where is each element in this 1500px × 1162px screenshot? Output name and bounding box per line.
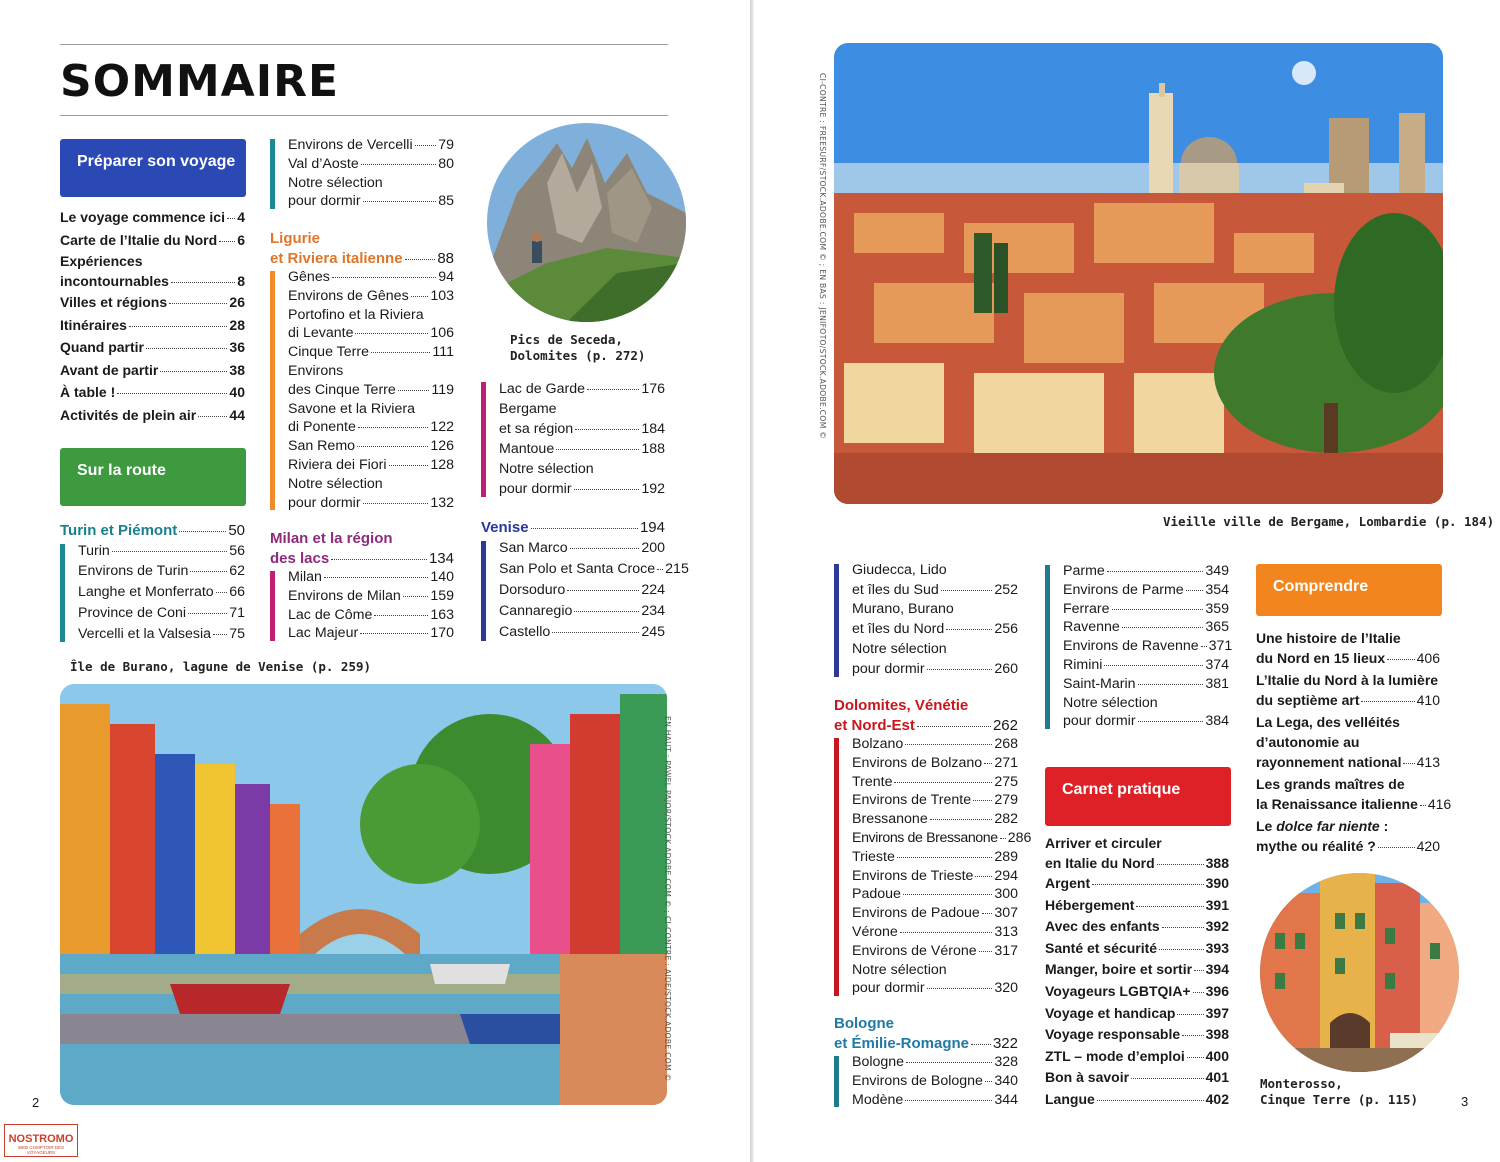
toc-entry[interactable]: Santé et sécurité 393 bbox=[1045, 939, 1229, 956]
toc-entry[interactable]: Langhe et Monferrato 66 bbox=[78, 584, 245, 601]
toc-entry[interactable]: Bologne 328 bbox=[852, 1054, 1018, 1070]
toc-entry[interactable]: Langue 402 bbox=[1045, 1090, 1229, 1107]
toc-entry[interactable]: Environs de Parme 354 bbox=[1063, 581, 1229, 598]
venise-cont bbox=[834, 561, 1018, 679]
toc-entry[interactable]: Riviera dei Fiori 128 bbox=[288, 456, 454, 473]
venise-cont-group bbox=[834, 561, 1018, 679]
toc-entry[interactable]: Notre sélection pour dormir 320 bbox=[852, 961, 1018, 997]
turin-section bbox=[60, 521, 245, 644]
toc-entry[interactable]: La Lega, des velléités d’autonomie au rayonnement national 413 bbox=[1256, 714, 1440, 770]
toc-entry[interactable]: Villes et régions 26 bbox=[60, 294, 245, 310]
toc-entry[interactable]: Environs de Vérone 317 bbox=[852, 942, 1018, 959]
toc-entry[interactable]: Une histoire de l’Italie du Nord en 15 lieux 406 bbox=[1256, 630, 1440, 666]
toc-entry[interactable]: Voyage et handicap 397 bbox=[1045, 1004, 1229, 1021]
toc-entry[interactable]: Notre sélection pour dormir 384 bbox=[1063, 694, 1229, 730]
toc-entry[interactable]: Castello 245 bbox=[499, 623, 665, 640]
monterosso-caption: Monterosso, Cinque Terre (p. 115) bbox=[1260, 1076, 1419, 1107]
parme-group bbox=[1045, 562, 1233, 731]
preparer-box[interactable] bbox=[60, 139, 246, 197]
turin-group bbox=[60, 541, 245, 645]
toc-entry[interactable]: Padoue 300 bbox=[852, 886, 1018, 903]
toc-entry[interactable]: Notre sélection pour dormir 192 bbox=[499, 461, 665, 497]
photo-credit: CI-CONTRE : FREESURF/STOCK.ADOBE.COM © ; EN BAS : JENIFOTO/STOCK.ADOBE.COM © bbox=[818, 73, 827, 440]
seceda-photo bbox=[487, 123, 686, 322]
bergame-caption: Vieille ville de Bergame, Lombardie (p. 184) bbox=[1163, 514, 1495, 529]
seceda-caption: Pics de Seceda, Dolomites (p. 272) bbox=[510, 332, 646, 363]
liguria-group bbox=[270, 268, 454, 512]
vercelli-cont bbox=[270, 136, 454, 211]
carnet-box[interactable] bbox=[1045, 767, 1231, 826]
toc-entry[interactable]: Giudecca, Lido et îles du Sud 252 bbox=[852, 562, 1018, 598]
toc-entry[interactable]: Val d’Aoste 80 bbox=[288, 155, 454, 172]
toc-entry[interactable]: Hébergement 391 bbox=[1045, 896, 1229, 913]
toc-entry[interactable]: San Marco 200 bbox=[499, 539, 665, 556]
right-page bbox=[754, 0, 1500, 1162]
vercelli-group bbox=[270, 136, 454, 211]
bologne-section bbox=[834, 1014, 1018, 1109]
toc-entry[interactable]: Cannaregio 234 bbox=[499, 602, 665, 619]
toc-entry[interactable]: Quand partir 36 bbox=[60, 339, 245, 355]
toc-entry[interactable]: Bressanone 282 bbox=[852, 811, 1018, 828]
route-box[interactable] bbox=[60, 448, 246, 506]
toc-entry[interactable]: Environs des Cinque Terre 119 bbox=[288, 362, 454, 398]
section-title[interactable]: Ligurie et Riviera italienne 88 bbox=[270, 230, 454, 267]
toc-entry[interactable]: Mantoue 188 bbox=[499, 441, 665, 457]
venise-group bbox=[481, 538, 689, 643]
toc-entry[interactable]: Expériences incontournables 8 bbox=[60, 253, 245, 289]
toc-entry[interactable]: Lac de Garde 176 bbox=[499, 381, 665, 397]
toc-entry[interactable]: Le dolce far niente : mythe ou réalité ? 420 bbox=[1256, 818, 1440, 854]
liguria-section bbox=[270, 229, 454, 512]
carnet-list bbox=[1045, 833, 1229, 1111]
toc-entry[interactable]: Lac Majeur 170 bbox=[288, 625, 454, 642]
toc-entry[interactable]: Carte de l’Italie du Nord 6 bbox=[60, 231, 245, 248]
toc-entry[interactable]: Environs de Bressanone 286 bbox=[852, 829, 1032, 846]
toc-entry[interactable]: Saint-Marin 381 bbox=[1063, 675, 1229, 692]
title-rule bbox=[60, 115, 668, 116]
toc-entry[interactable]: Voyage responsable 398 bbox=[1045, 1026, 1229, 1043]
toc-entry[interactable]: Les grands maîtres de la Renaissance italienne 416 bbox=[1256, 776, 1452, 812]
garda-group bbox=[481, 379, 665, 499]
toc-entry[interactable]: Environs de Bologne 340 bbox=[852, 1072, 1018, 1089]
comprendre-box[interactable] bbox=[1256, 564, 1442, 616]
toc-entry[interactable]: Bolzano 268 bbox=[852, 736, 1018, 752]
section-title[interactable]: Turin et Piémont 50 bbox=[60, 522, 245, 539]
page-title: SOMMAIRE bbox=[60, 56, 340, 107]
toc-entry[interactable]: Environs de Trieste 294 bbox=[852, 867, 1018, 884]
page-number: 2 bbox=[32, 1095, 40, 1110]
toc-entry[interactable]: Trente 275 bbox=[852, 773, 1018, 790]
toc-entry[interactable]: Arriver et circuler en Italie du Nord 388 bbox=[1045, 835, 1229, 871]
toc-entry[interactable]: Manger, boire et sortir 394 bbox=[1045, 961, 1229, 978]
section-title[interactable]: Dolomites, Vénétie et Nord-Est 262 bbox=[834, 697, 1018, 734]
top-rule bbox=[60, 44, 668, 45]
toc-entry[interactable]: Activités de plein air 44 bbox=[60, 406, 245, 423]
toc-entry[interactable]: Environs de Trente 279 bbox=[852, 792, 1018, 809]
toc-entry[interactable]: Avant de partir 38 bbox=[60, 361, 245, 378]
parme-section bbox=[1045, 562, 1233, 731]
toc-entry[interactable]: Argent 390 bbox=[1045, 875, 1229, 891]
toc-entry[interactable]: Le voyage commence ici 4 bbox=[60, 209, 245, 225]
page-number: 3 bbox=[1461, 1094, 1469, 1109]
toc-entry[interactable]: Murano, Burano et îles du Nord 256 bbox=[852, 601, 1018, 638]
toc-entry[interactable]: Savone et la Riviera di Ponente 122 bbox=[288, 400, 454, 436]
toc-entry[interactable]: Environs de Gênes 103 bbox=[288, 287, 454, 304]
milan-group bbox=[270, 568, 454, 643]
toc-entry[interactable]: Gênes 94 bbox=[288, 269, 454, 285]
section-title[interactable]: Venise 194 bbox=[481, 519, 665, 536]
preparer-list bbox=[60, 206, 245, 426]
toc-entry[interactable]: Environs de Padoue 307 bbox=[852, 905, 1018, 922]
burano-caption: Île de Burano, lagune de Venise (p. 259) bbox=[70, 659, 372, 674]
toc-entry[interactable]: Lac de Côme 163 bbox=[288, 606, 454, 623]
toc-entry[interactable]: Dorsoduro 224 bbox=[499, 581, 665, 598]
toc-entry[interactable]: Voyageurs LGBTQIA+ 396 bbox=[1045, 982, 1229, 999]
toc-entry[interactable]: Vercelli et la Valsesia 75 bbox=[78, 625, 245, 642]
toc-entry[interactable]: San Polo et Santa Croce 215 bbox=[499, 560, 689, 577]
toc-entry[interactable]: San Remo 126 bbox=[288, 438, 454, 455]
garda-section bbox=[481, 379, 665, 499]
burano-photo bbox=[60, 684, 667, 1105]
milan-section bbox=[270, 529, 454, 643]
carnet-box-label: Carnet pratique bbox=[1062, 781, 1181, 798]
toc-entry[interactable]: Bon à savoir 401 bbox=[1045, 1069, 1229, 1086]
comprendre-box-label: Comprendre bbox=[1273, 578, 1369, 595]
toc-entry[interactable]: Cinque Terre 111 bbox=[288, 344, 454, 361]
toc-entry[interactable]: Parme 349 bbox=[1063, 563, 1229, 579]
toc-entry[interactable]: Environs de Ravenne 371 bbox=[1063, 638, 1233, 655]
toc-entry[interactable]: Environs de Milan 159 bbox=[288, 587, 454, 604]
toc-entry[interactable]: Notre sélection pour dormir 132 bbox=[288, 475, 454, 511]
toc-entry[interactable]: L’Italie du Nord à la lumière du septième art 410 bbox=[1256, 672, 1440, 708]
toc-entry[interactable]: ZTL – mode d’emploi 400 bbox=[1045, 1047, 1229, 1064]
toc-entry[interactable]: Province de Coni 71 bbox=[78, 604, 245, 621]
toc-entry[interactable]: Rimini 374 bbox=[1063, 656, 1229, 673]
nostromo-logo: NOSTROMO WEB COMPTOIR DES VOYAGEURS bbox=[4, 1124, 78, 1157]
toc-entry[interactable]: Portofino et la Riviera di Levante 106 bbox=[288, 306, 454, 342]
toc-entry[interactable]: Itinéraires 28 bbox=[60, 316, 245, 333]
dolomites-group bbox=[834, 735, 1032, 998]
toc-entry[interactable]: Environs de Vercelli 79 bbox=[288, 137, 454, 153]
route-box-label: Sur la route bbox=[77, 462, 166, 479]
toc-entry[interactable]: Notre sélection pour dormir 85 bbox=[288, 174, 454, 210]
bologne-group bbox=[834, 1053, 1018, 1109]
toc-entry[interactable]: Trieste 289 bbox=[852, 848, 1018, 865]
toc-entry[interactable]: Notre sélection pour dormir 260 bbox=[852, 640, 1018, 677]
toc-entry[interactable]: Avec des enfants 392 bbox=[1045, 918, 1229, 935]
bergame-photo bbox=[834, 43, 1443, 504]
toc-entry[interactable]: Environs de Turin 62 bbox=[78, 563, 245, 580]
toc-entry[interactable]: Vérone 313 bbox=[852, 923, 1018, 940]
dolomites-section bbox=[834, 696, 1032, 998]
venise-section bbox=[481, 518, 689, 643]
photo-credit: EN HAUT : PAWEL PAJOR/STOCK.ADOBE.COM © ; CI-CONTRE : AIDE/STOCK.ADOBE.COM © bbox=[663, 716, 672, 1082]
monterosso-photo bbox=[1260, 873, 1459, 1072]
toc-entry[interactable]: Turin 56 bbox=[78, 542, 245, 559]
toc-entry[interactable]: Modène 344 bbox=[852, 1091, 1018, 1108]
toc-entry[interactable]: Ravenne 365 bbox=[1063, 619, 1229, 636]
toc-entry[interactable]: Environs de Bolzano 271 bbox=[852, 754, 1018, 771]
toc-entry[interactable]: Bergame et sa région 184 bbox=[499, 401, 665, 437]
toc-entry[interactable]: Ferrare 359 bbox=[1063, 600, 1229, 617]
section-title[interactable]: Milan et la région des lacs 134 bbox=[270, 530, 454, 567]
toc-entry[interactable]: À table ! 40 bbox=[60, 384, 245, 400]
section-title[interactable]: Bologne et Émilie-Romagne 322 bbox=[834, 1015, 1018, 1052]
preparer-box-label: Préparer son voyage bbox=[77, 153, 236, 170]
comprendre-list bbox=[1256, 628, 1452, 856]
toc-entry[interactable]: Milan 140 bbox=[288, 569, 454, 585]
